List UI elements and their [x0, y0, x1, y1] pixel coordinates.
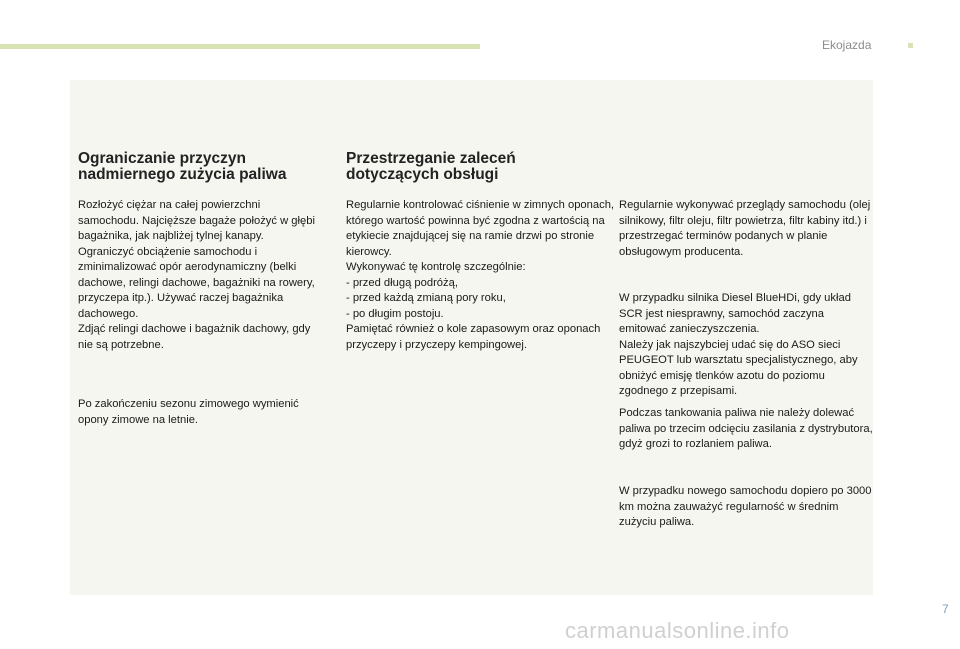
- paragraph-scr-system: W przypadku silnika Diesel BlueHDi, gdy układ SCR jest niesprawny, samochód zaczyna emitować zanieczyszczenia. Należy jak najszybciej udać się do ASO sieci PEUGEOT lub warsztatu specjalistycznego, aby obniżyć emisję tlenków azotu do poziomu zgodnego z przepisami.: [619, 292, 858, 397]
- heading-fuel-consumption: Ograniczanie przyczyn nadmiernego zużycia paliwa: [78, 150, 287, 183]
- watermark: carmanualsonline.info: [565, 618, 790, 643]
- paragraph-load-reduction: Rozłożyć ciężar na całej powierzchni samochodu. Najcięższe bagaże położyć w głębi bagażnika, jak najbliżej tylnej kanapy. Ograniczyć obciążenie samochodu i zminimalizować opór aerodynamiczny (belki dachowe, relingi dachowe, bagażniki na rowery, przyczepa itp.). Używać raczej bagażnika dachowego. Zdjąć relingi dachowe i bagażnik dachowy, gdy nie są potrzebne.: [78, 199, 315, 351]
- section-title: Ekojazda: [822, 38, 872, 52]
- paragraph-service-schedule: Regularnie wykonywać przeglądy samochodu (olej silnikowy, filtr oleju, filtr powietrza, filtr kabiny itd.) i przestrzegać terminów podanych w planie obsługowym producenta.: [619, 199, 871, 258]
- section-marker: [908, 43, 913, 48]
- paragraph-tyre-pressure: Regularnie kontrolować ciśnienie w zimnych oponach, którego wartość powinna być zgodna z wartością na etykiecie znajdującej się na ramie drzwi po stronie kierowcy. Wykonywać tę kontrolę szczególnie: - przed długą podróżą, - przed każdą zmianą pory roku, - po długim postoju. Pamiętać również o kole zapasowym oraz oponach przyczepy i przyczepy kempingowej.: [346, 199, 615, 351]
- paragraph-refuelling: Podczas tankowania paliwa nie należy dolewać paliwa po trzecim odcięciu zasilania z dystrybutora, gdyż grozi to rozlaniem paliwa.: [619, 407, 873, 450]
- header-accent-bar: [0, 44, 480, 49]
- paragraph-new-vehicle: W przypadku nowego samochodu dopiero po 3000 km można zauważyć regularność w średnim zużyciu paliwa.: [619, 485, 872, 528]
- heading-maintenance: Przestrzeganie zaleceń dotyczących obsługi: [346, 150, 516, 183]
- page-number: 7: [942, 602, 949, 616]
- paragraph-winter-tyres: Po zakończeniu sezonu zimowego wymienić opony zimowe na letnie.: [78, 398, 299, 426]
